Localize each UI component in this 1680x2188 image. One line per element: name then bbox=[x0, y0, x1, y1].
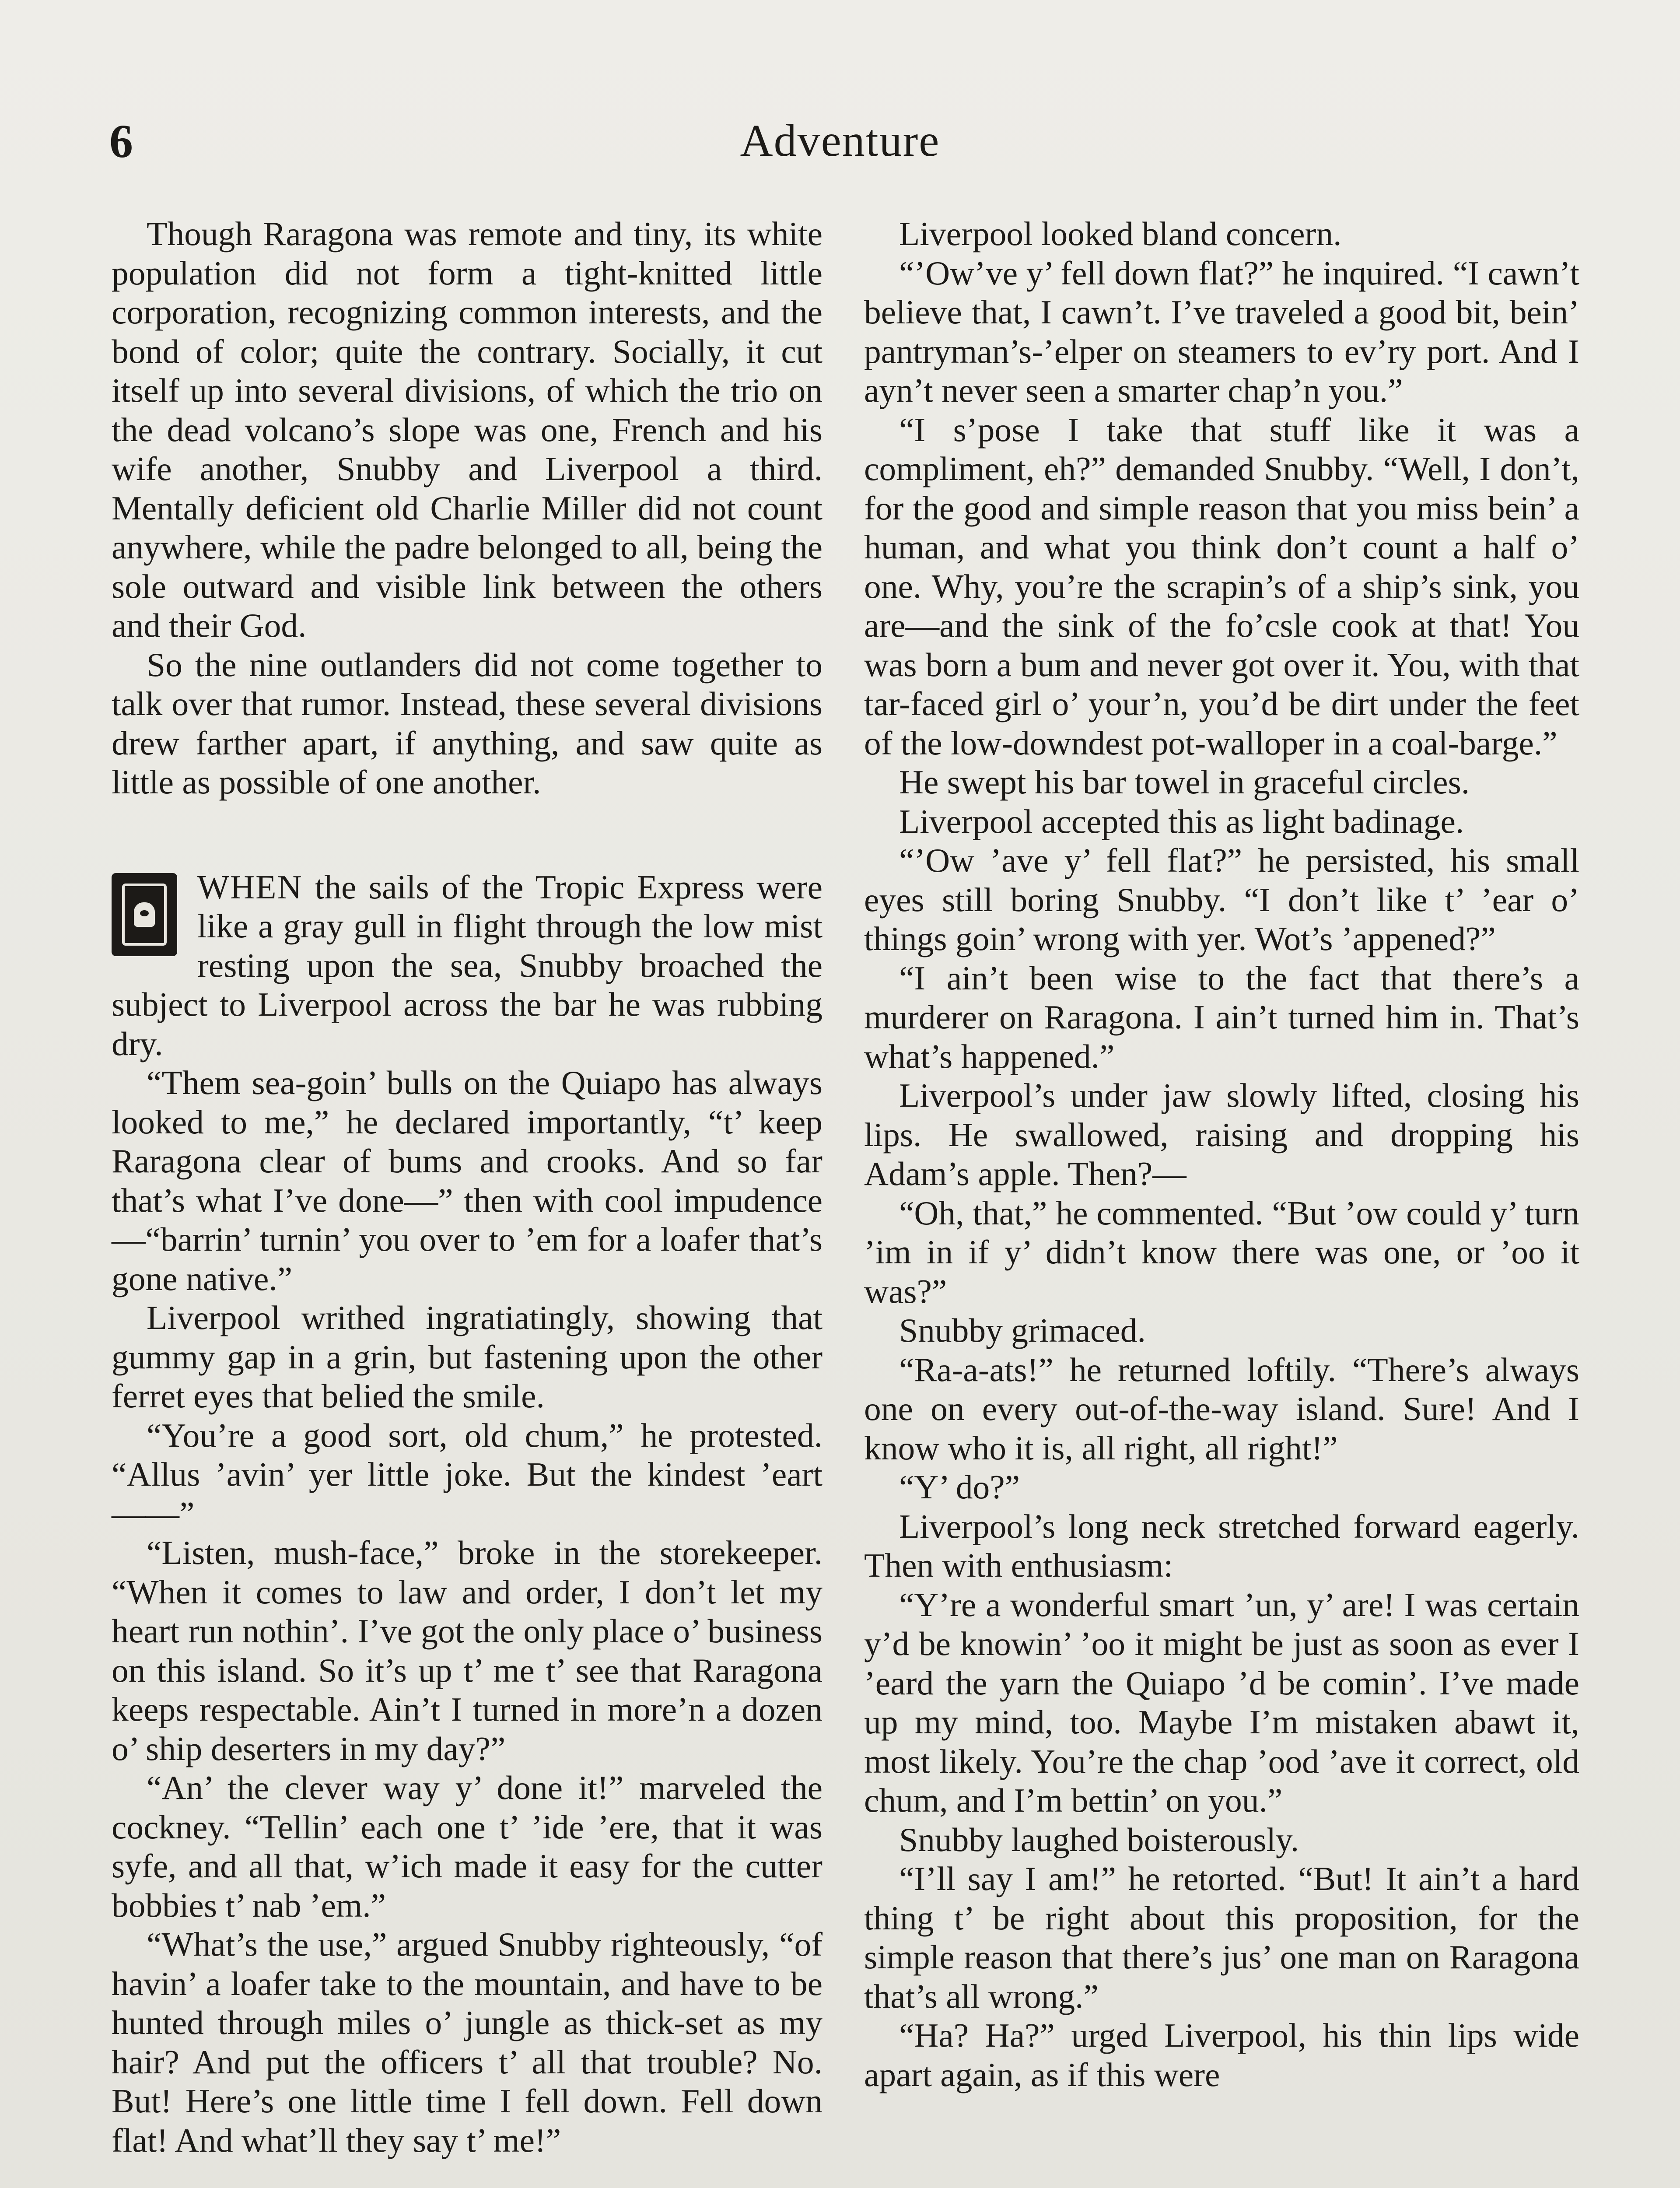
paragraph: Snubby grimaced. bbox=[899, 1311, 1146, 1349]
paragraph: “What’s the use,” argued Snubby righteously, “of havin’ a loafer take to the mountain, and have to be hunted through miles o’ jungle as thick-set as my hair? And put the officers t’ all that trouble? No. But! Here’s one little time I fell down. Fell down flat! And what’ll they say t’ me!” bbox=[112, 1925, 822, 2159]
paragraph: “Y’re a wonderful smart ’un, y’ are! I was certain y’d be knowin’ ’oo it might be just as soon as ever I ’eard the yarn the Quiapo ’d be comin’. I’ve made up my mind, too. Maybe I’m mistaken abawt it, most likely. You’re the chap ’ood ’ave it correct, old chum, and I’m bettin’ on you.” bbox=[864, 1585, 1579, 1819]
paragraph: “I’ll say I am!” he retorted. “But! It ain’t a hard thing t’ be right about this proposition, for the simple reason that there’s jus’ one man on Raragona that’s all wrong.” bbox=[864, 1860, 1579, 2015]
paragraph: “Y’ do?” bbox=[899, 1468, 1020, 1506]
section-break bbox=[112, 802, 822, 868]
section-lead-text: the sails of the Tropic Express were like a gray gull in flight through the low mist resting upon the sea, Snubby broached the subject to Liverpool across the bar he was rubbing dry. bbox=[112, 868, 822, 1062]
paragraph: “’Ow’ve y’ fell down flat?” he inquired. “I cawn’t believe that, I cawn’t. I’ve traveled a good bit, bein’ pantryman’s-’elper on steamers to ev’ry port. And I ayn’t never seen a smarter chap’n you.” bbox=[864, 254, 1579, 409]
running-head: Adventure bbox=[740, 116, 940, 166]
right-column bbox=[864, 214, 1579, 2094]
paragraph: “I s’pose I take that stuff like it was a compliment, eh?” demanded Snubby. “Well, I don’t, for the good and simple reason that you miss bein’ a human, and what you think don’t count a half o’ one. Why, you’re the scrapin’s of a ship’s sink, you are—and the sink of the fo’csle cook at that! You was born a bum and never got over it. You, with that tar-faced girl o’ your’n, you’d be dirt under the feet of the low-downdest pot-walloper in a coal-barge.” bbox=[864, 410, 1579, 762]
paragraph: “I ain’t been wise to the fact that there’s a murderer on Raragona. I ain’t turned him in. That’s what’s happened.” bbox=[864, 959, 1579, 1075]
paragraph: “Ha? Ha?” urged Liverpool, his thin lips wide apart again, as if this were bbox=[864, 2016, 1579, 2093]
page-number: 6 bbox=[109, 116, 133, 168]
paragraph: “Oh, that,” he commented. “But ’ow could y’ turn ’im in if y’ didn’t know there was one, or ’oo it was?” bbox=[864, 1194, 1579, 1310]
paragraph: “’Ow ’ave y’ fell flat?” he persisted, his small eyes still boring Snubby. “I don’t like t’ ’ear o’ things goin’ wrong with yer. Wot’s ’appened?” bbox=[864, 842, 1579, 957]
paragraph: “You’re a good sort, old chum,” he protested. “Allus ’avin’ yer little joke. But the kindest ’eart——” bbox=[112, 1416, 822, 1532]
section-lead-word: WHEN bbox=[197, 868, 303, 906]
paragraph: Liverpool’s long neck stretched forward eagerly. Then with enthusiasm: bbox=[864, 1507, 1579, 1584]
paragraph: So the nine outlanders did not come together to talk over that rumor. Instead, these several divisions drew farther apart, if anything, and saw quite as little as possible of one another. bbox=[112, 645, 822, 801]
dropcap-ornament-icon bbox=[112, 873, 177, 956]
paragraph: Snubby laughed boisterously. bbox=[899, 1820, 1299, 1858]
left-column bbox=[112, 214, 822, 2160]
paragraph: “Listen, mush-face,” broke in the storekeeper. “When it comes to law and order, I don’t let my heart run nothin’. I’ve got the only place o’ business on this island. So it’s up t’ me t’ see that Raragona keeps respectable. Ain’t I turned in more’n a dozen o’ ship deserters in my day?” bbox=[112, 1534, 822, 1767]
paragraph: Though Raragona was remote and tiny, its white population did not form a tight-knitted little corporation, recognizing common interests, and the bond of color; quite the contrary. Socially, it cut itself up into several divisions, of which the trio on the dead volcano’s slope was one, French and his wife another, Snubby and Liverpool a third. Mentally deficient old Charlie Miller did not count anywhere, while the padre belonged to all, being the sole outward and visible link between the others and their God. bbox=[112, 215, 822, 644]
paragraph: “An’ the clever way y’ done it!” marveled the cockney. “Tellin’ each one t’ ’ide ’ere, that it was syfe, and all that, w’ich made it easy for the cutter bobbies t’ nab ’em.” bbox=[112, 1769, 822, 1924]
section-opening-paragraph bbox=[112, 868, 822, 1064]
paragraph: Liverpool looked bland concern. bbox=[899, 215, 1342, 252]
paragraph: “Them sea-goin’ bulls on the Quiapo has always looked to me,” he declared importantly, “t’ keep Raragona clear of bums and crooks. And so far that’s what I’ve done—” then with cool impudence—“barrin’ turnin’ you over to ’em for a loafer that’s gone native.” bbox=[112, 1064, 822, 1297]
paragraph: Liverpool writhed ingratiatingly, showing that gummy gap in a grin, but fastening upon the other ferret eyes that belied the smile. bbox=[112, 1299, 822, 1415]
paragraph: Liverpool’s under jaw slowly lifted, closing his lips. He swallowed, raising and dropping his Adam’s apple. Then?— bbox=[864, 1076, 1579, 1192]
paragraph: Liverpool accepted this as light badinage. bbox=[899, 802, 1464, 840]
paragraph: “Ra-a-ats!” he returned loftily. “There’s always one on every out-of-the-way island. Sure! And I know who it is, all right, all right!” bbox=[864, 1350, 1579, 1467]
paragraph: He swept his bar towel in graceful circles. bbox=[899, 763, 1470, 801]
